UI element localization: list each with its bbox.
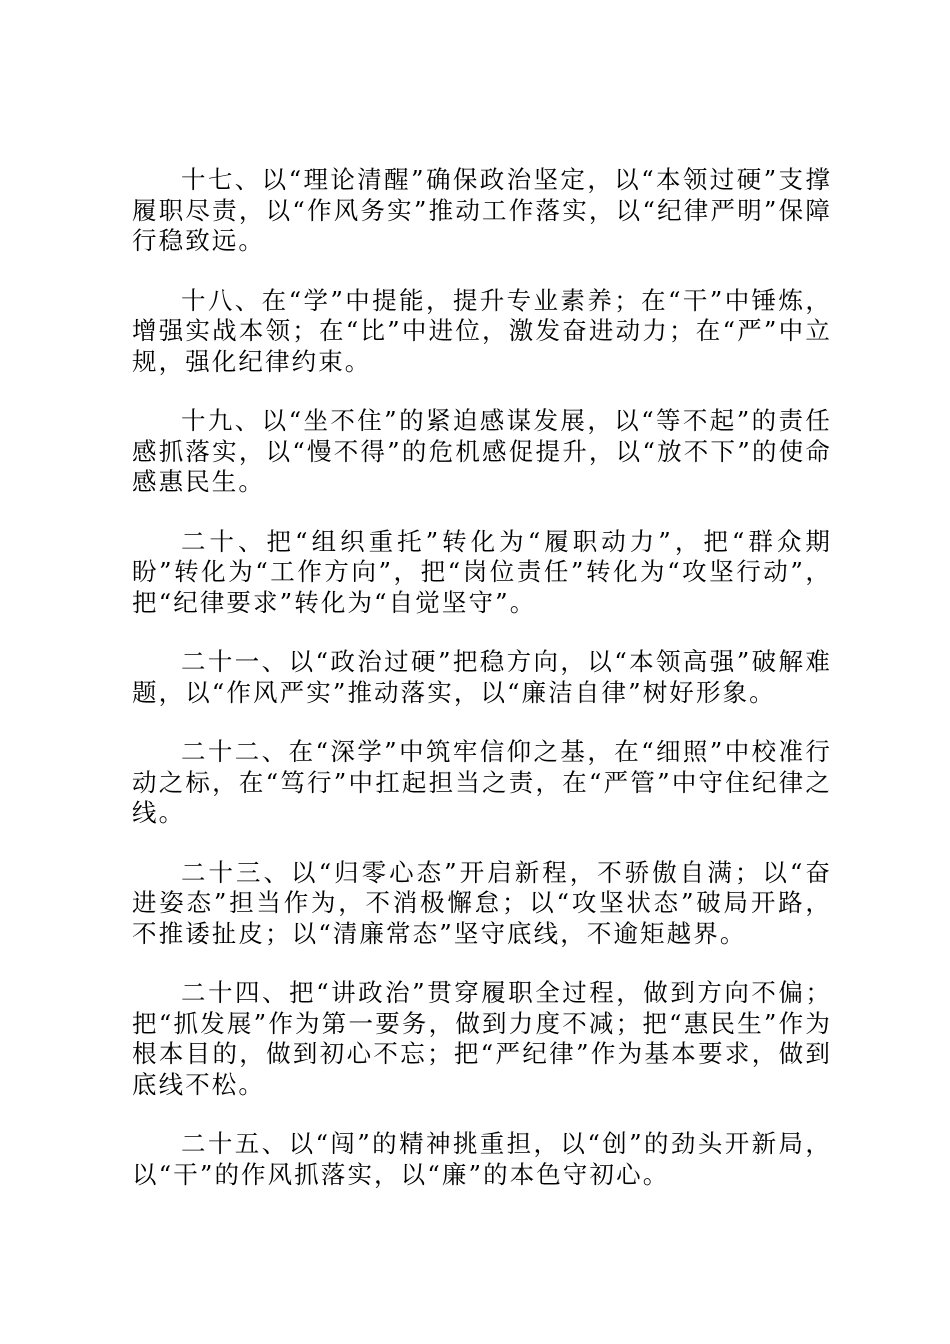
paragraph-23: 二十三、以“归零心态”开启新程，不骄傲自满；以“奋进姿态”担当作为，不消极懈怠；以“攻坚状态”破局开路，不推诿扯皮；以“清廉常态”坚守底线，不逾矩越界。 <box>132 857 832 948</box>
paragraph-18: 十八、在“学”中提能，提升专业素养；在“干”中锤炼，增强实战本领；在“比”中进位，激发奋进动力；在“严”中立规，强化纪律约束。 <box>132 285 832 376</box>
paragraph-20: 二十、把“组织重托”转化为“履职动力”，把“群众期盼”转化为“工作方向”，把“岗位责任”转化为“攻坚行动”，把“纪律要求”转化为“自觉坚守”。 <box>132 526 832 617</box>
paragraph-17: 十七、以“理论清醒”确保政治坚定，以“本领过硬”支撑履职尽责，以“作风务实”推动工作落实，以“纪律严明”保障行稳致远。 <box>132 165 832 255</box>
paragraph-25: 二十五、以“闯”的精神挑重担，以“创”的劲头开新局，以“干”的作风抓落实，以“廉”的本色守初心。 <box>132 1129 832 1189</box>
document-body <box>132 165 832 1219</box>
paragraph-24: 二十四、把“讲政治”贯穿履职全过程，做到方向不偏；把“抓发展”作为第一要务，做到力度不减；把“惠民生”作为根本目的，做到初心不忘；把“严纪律”作为基本要求，做到底线不松。 <box>132 978 832 1099</box>
paragraph-19: 十九、以“坐不住”的紧迫感谋发展，以“等不起”的责任感抓落实，以“慢不得”的危机感促提升，以“放不下”的使命感惠民生。 <box>132 406 832 496</box>
paragraph-22: 二十二、在“深学”中筑牢信仰之基，在“细照”中校准行动之标，在“笃行”中扛起担当之责，在“严管”中守住纪律之线。 <box>132 737 832 827</box>
paragraph-21: 二十一、以“政治过硬”把稳方向，以“本领高强”破解难题，以“作风严实”推动落实，以“廉洁自律”树好形象。 <box>132 647 832 707</box>
